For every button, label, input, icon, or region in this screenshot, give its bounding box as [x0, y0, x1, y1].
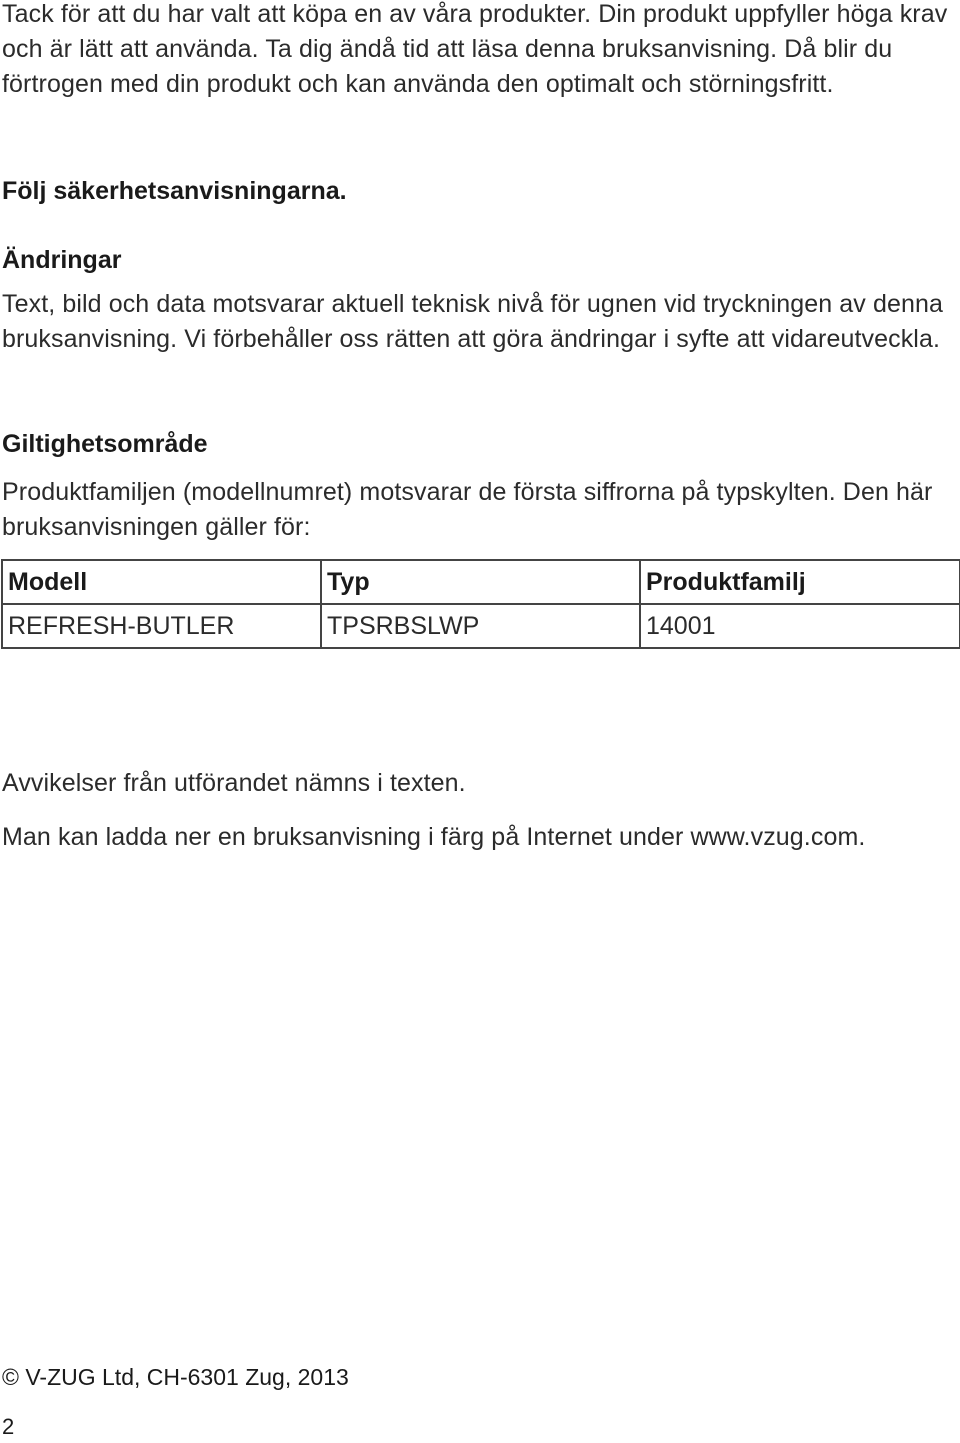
download-note: Man kan ladda ner en bruksanvisning i färg på Internet under www.vzug.com.: [2, 823, 866, 851]
safety-note: Följ säkerhetsanvisningarna.: [2, 177, 347, 205]
header-model: Modell: [2, 560, 321, 604]
page-number: 2: [2, 1414, 15, 1439]
cell-type: TPSRBSLWP: [321, 604, 640, 648]
validity-paragraph: Produktfamiljen (modellnumret) motsvarar de första siffrorna på typskylten. Den här bruksanvisningen gäller för:: [2, 478, 933, 541]
cell-model: REFRESH-BUTLER: [2, 604, 321, 648]
model-table: [1, 559, 960, 649]
header-type: Typ: [321, 560, 640, 604]
intro-paragraph: Tack för att du har valt att köpa en av våra produkter. Din produkt uppfyller höga krav och är lätt att använda. Ta dig ändå tid att läsa denna bruksanvisning. Då blir du förtrogen med din produkt och kan använda den optimalt och störningsfritt.: [2, 0, 948, 98]
header-product-family: Produktfamilj: [640, 560, 960, 604]
copyright-line: © V-ZUG Ltd, CH-6301 Zug, 2013: [2, 1364, 349, 1390]
changes-heading: Ändringar: [2, 246, 122, 274]
table-header-row: [2, 560, 960, 604]
cell-product-family: 14001: [640, 604, 960, 648]
deviations-note: Avvikelser från utförandet nämns i texten.: [2, 769, 466, 797]
table-row: [2, 604, 960, 648]
changes-paragraph: Text, bild och data motsvarar aktuell teknisk nivå för ugnen vid tryckningen av denna bruksanvisning. Vi förbehåller oss rätten att göra ändringar i syfte att vidareutveckla.: [2, 290, 943, 353]
validity-heading: Giltighetsområde: [2, 430, 208, 458]
